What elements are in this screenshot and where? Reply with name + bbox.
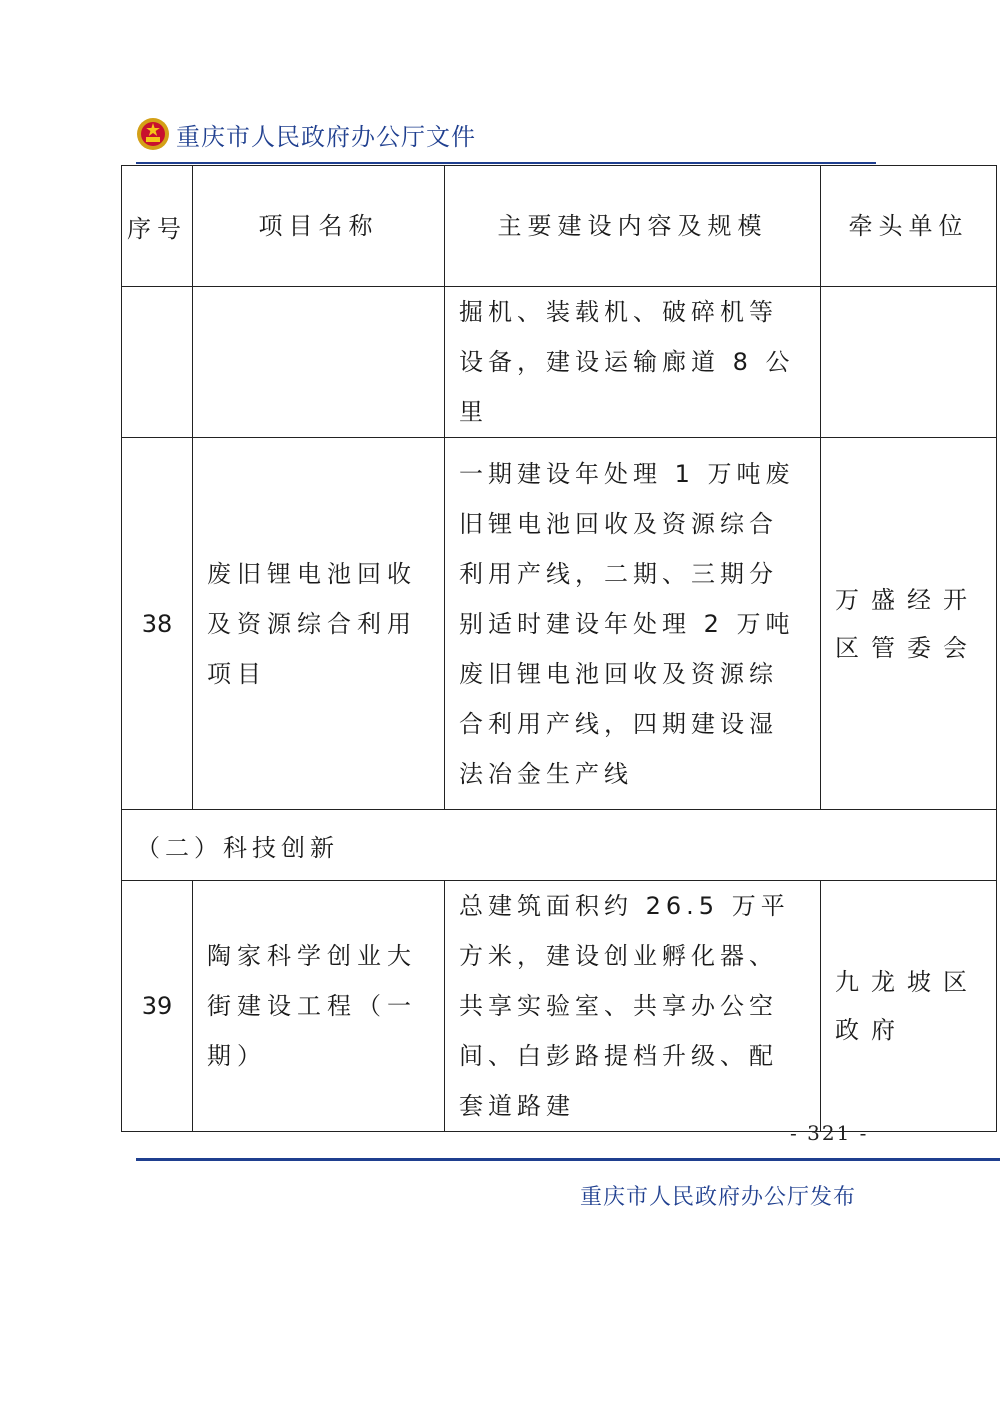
row-content: 一期建设年处理 1 万吨废旧锂电池回收及资源综合利用产线，二期、三期分别适时建设年处理 2 万吨废旧锂电池回收及资源综合利用产线，四期建设湿法冶金生产线: [445, 438, 821, 810]
header-title: 重庆市人民政府办公厅文件: [176, 122, 476, 151]
table-row: [122, 438, 997, 810]
table-row: [122, 287, 997, 438]
col-header-no: 序号: [122, 166, 193, 287]
row-content: 总建筑面积约 26.5 万平方米，建设创业孵化器、共享实验室、共享办公空间、白彭路提档升级、配套道路建: [445, 881, 821, 1132]
national-emblem-icon: [136, 117, 170, 151]
row-no: [122, 287, 193, 438]
row-name: [193, 287, 445, 438]
row-name: 废旧锂电池回收及资源综合利用项目: [193, 438, 445, 810]
row-lead: 万盛经开区管委会: [821, 438, 997, 810]
col-header-lead: 牵头单位: [821, 166, 997, 287]
row-lead: 九龙坡区政府: [821, 881, 997, 1132]
col-header-content: 主要建设内容及规模: [445, 166, 821, 287]
document-header: [136, 112, 476, 156]
row-no: 38: [122, 438, 193, 810]
col-header-name: 项目名称: [193, 166, 445, 287]
header-divider: [136, 162, 876, 164]
row-no: 39: [122, 881, 193, 1132]
row-content: 掘机、装载机、破碎机等设备，建设运输廊道 8 公里: [445, 287, 821, 438]
row-lead: [821, 287, 997, 438]
section-title: （二）科技创新: [122, 810, 997, 881]
footer-divider: [136, 1158, 1000, 1161]
project-table: [121, 165, 997, 1132]
page-number: - 321 -: [790, 1121, 869, 1145]
section-row: [122, 810, 997, 881]
table-row: [122, 881, 997, 1132]
row-name: 陶家科学创业大街建设工程（一期）: [193, 881, 445, 1132]
footer-publisher: 重庆市人民政府办公厅发布: [580, 1185, 857, 1210]
table-header-row: [122, 166, 997, 287]
